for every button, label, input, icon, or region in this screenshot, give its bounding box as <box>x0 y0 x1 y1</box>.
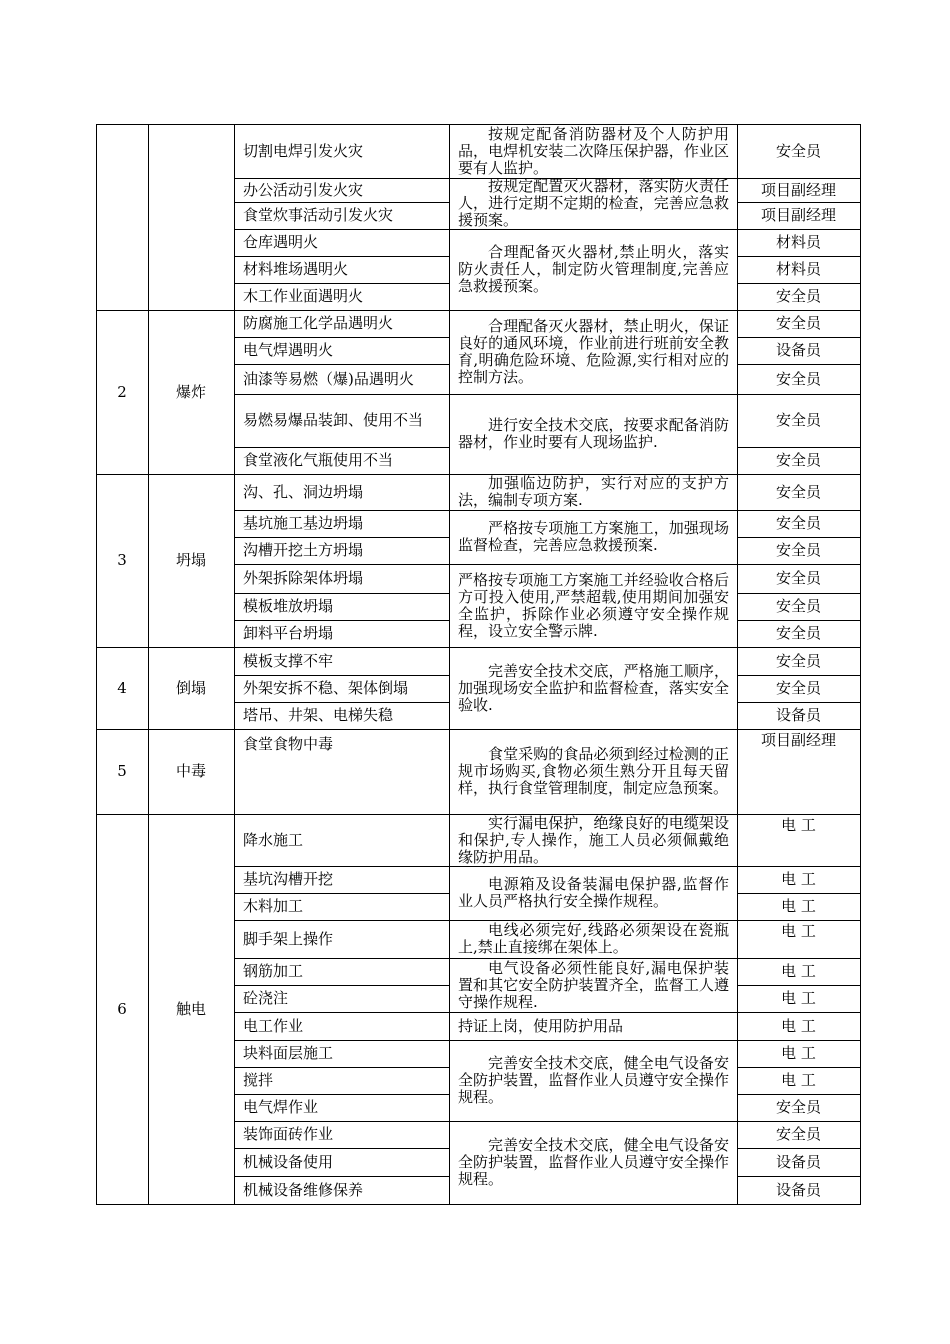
role-row-line <box>737 1067 860 1068</box>
control-measure: 加强临边防护，实行对应的支护方法，编制专项方案. <box>458 474 729 509</box>
measure-row-line <box>449 866 737 867</box>
control-measure: 电气设备必须性能良好,漏电保护装置和其它安全防护装置齐全，监督工人遵守操作规程. <box>458 959 729 1011</box>
role-row-line <box>737 1176 860 1177</box>
role-row-line <box>737 337 860 338</box>
role-row-line <box>737 537 860 538</box>
group-number: 6 <box>117 1000 127 1018</box>
responsible-role: 安全员 <box>775 483 821 501</box>
table-border-top <box>96 124 860 125</box>
group-number: 4 <box>117 679 127 697</box>
hazard-source: 电气焊遇明火 <box>243 341 334 359</box>
role-row-line <box>737 447 860 448</box>
hazard-source: 砼浇注 <box>243 989 289 1007</box>
hazard-row-line <box>234 1176 449 1177</box>
hazard-source: 外架安拆不稳、架体倒塌 <box>243 679 409 697</box>
group-row-line <box>96 310 860 311</box>
control-measure: 实行漏电保护，绝缘良好的电缆架设和保护,专人操作，施工人员必须佩戴绝缘防护用品。 <box>458 814 729 866</box>
hazard-source: 塔吊、井架、电梯失稳 <box>243 706 394 724</box>
hazard-source: 降水施工 <box>243 831 304 849</box>
role-row-line <box>737 893 860 894</box>
role-row-line <box>737 364 860 365</box>
hazard-source: 外架拆除架体坍塌 <box>243 569 364 587</box>
control-measure: 严格按专项施工方案施工并经验收合格后方可投入使用,严禁超载,使用期间加强安全监护，拆除作业必须遵守安全操作规程，设立安全警示牌. <box>458 571 729 640</box>
hazard-type: 中毒 <box>175 762 206 780</box>
control-measure: 严格按专项施工方案施工，加强现场监督检查，完善应急救援预案. <box>458 519 729 554</box>
control-measure: 合理配备灭火器材,禁止明火，落实防火责任人，制定防火管理制度,完善应急救援预案。 <box>458 243 729 295</box>
hazard-source: 食堂食物中毒 <box>243 735 334 753</box>
responsible-role: 安全员 <box>775 514 821 532</box>
hazard-source: 脚手架上操作 <box>243 930 334 948</box>
measure-row-line <box>449 1012 737 1013</box>
role-row-line <box>737 564 860 565</box>
role-row-line <box>737 510 860 511</box>
responsible-role: 电 工 <box>781 989 816 1007</box>
hazard-row-line <box>234 394 449 395</box>
role-row-line <box>737 675 860 676</box>
column-line <box>860 124 861 1204</box>
measure-row-line <box>449 564 737 565</box>
table-border-bottom <box>96 1204 861 1205</box>
role-row-line <box>737 202 860 203</box>
hazard-type: 触电 <box>175 1000 206 1018</box>
hazard-type: 倒塌 <box>175 679 206 697</box>
control-measure: 按规定配置灭火器材，落实防火责任人，进行定期不定期的检查，完善应急救援预案。 <box>458 177 729 229</box>
responsible-role: 项目副经理 <box>760 181 836 199</box>
control-measure: 按规定配备消防器材及个人防护用品，电焊机安装二次降压保护器，作业区要有人监护。 <box>458 125 729 177</box>
hazard-row-line <box>234 1148 449 1149</box>
measure-row-line <box>449 394 737 395</box>
responsible-role: 电 工 <box>781 816 816 834</box>
hazard-source: 基坑施工基边坍塌 <box>243 514 364 532</box>
hazard-source: 基坑沟槽开挖 <box>243 870 334 888</box>
responsible-role: 电 工 <box>781 1017 816 1035</box>
control-measure: 食堂采购的食品必须到经过检测的正规市场购买,食物必须生熟分开且每天留样，执行食堂管理制度，制定应急预案。 <box>458 745 729 797</box>
responsible-role: 电 工 <box>781 1044 816 1062</box>
role-row-line <box>737 1121 860 1122</box>
measure-row-line <box>449 510 737 511</box>
responsible-role: 安全员 <box>775 541 821 559</box>
hazard-source: 电工作业 <box>243 1017 304 1035</box>
role-row-line <box>737 1040 860 1041</box>
responsible-role: 安全员 <box>775 411 821 429</box>
role-row-line <box>737 178 860 179</box>
responsible-role: 安全员 <box>775 370 821 388</box>
responsible-role: 安全员 <box>775 1098 821 1116</box>
control-measure: 电线必须完好,线路必须架设在瓷瓶上,禁止直接绑在架体上。 <box>458 921 729 956</box>
hazard-row-line <box>234 920 449 921</box>
hazard-source: 机械设备维修保养 <box>243 1181 364 1199</box>
group-number: 2 <box>117 383 127 401</box>
hazard-source: 块料面层施工 <box>243 1044 334 1062</box>
hazard-source: 仓库遇明火 <box>243 233 319 251</box>
hazard-source: 装饰面砖作业 <box>243 1125 334 1143</box>
control-measure: 电源箱及设备装漏电保护器,监督作业人员严格执行安全操作规程。 <box>458 875 729 910</box>
role-row-line <box>737 394 860 395</box>
hazard-source: 模板支撑不牢 <box>243 652 334 670</box>
responsible-role: 设备员 <box>775 1181 821 1199</box>
role-row-line <box>737 1094 860 1095</box>
role-row-line <box>737 958 860 959</box>
hazard-source: 食堂炊事活动引发火灾 <box>243 206 394 224</box>
group-row-line <box>96 729 860 730</box>
group-row-line <box>96 647 860 648</box>
hazard-source: 钢筋加工 <box>243 962 304 980</box>
role-row-line <box>737 985 860 986</box>
column-line <box>148 124 149 1204</box>
role-row-line <box>737 866 860 867</box>
responsible-role: 安全员 <box>775 287 821 305</box>
role-row-line <box>737 1012 860 1013</box>
hazard-source: 卸料平台坍塌 <box>243 624 334 642</box>
hazard-source: 油漆等易燃（爆)品遇明火 <box>243 370 414 388</box>
role-row-line <box>737 920 860 921</box>
hazard-source: 沟槽开挖土方坍塌 <box>243 541 364 559</box>
hazard-source: 材料堆场遇明火 <box>243 260 349 278</box>
responsible-role: 安全员 <box>775 1125 821 1143</box>
role-row-line <box>737 593 860 594</box>
group-number: 5 <box>117 762 127 780</box>
hazard-source: 模板堆放坍塌 <box>243 597 334 615</box>
responsible-role: 电 工 <box>781 1071 816 1089</box>
responsible-role: 安全员 <box>775 314 821 332</box>
role-row-line <box>737 283 860 284</box>
hazard-source: 防腐施工化学品遇明火 <box>243 314 394 332</box>
responsible-role: 安全员 <box>775 597 821 615</box>
measure-row-line <box>449 229 737 230</box>
hazard-source: 机械设备使用 <box>243 1153 334 1171</box>
hazard-source: 电气焊作业 <box>243 1098 319 1116</box>
control-measure: 进行安全技术交底，按要求配备消防器材，作业时要有人现场监护. <box>458 416 729 451</box>
control-measure: 完善安全技术交底，健全电气设备安全防护装置，监督作业人员遵守安全操作规程。 <box>458 1136 729 1188</box>
column-line <box>234 124 235 1204</box>
hazard-source: 木工作业面遇明火 <box>243 287 364 305</box>
responsible-role: 安全员 <box>775 652 821 670</box>
responsible-role: 项目副经理 <box>760 731 836 749</box>
control-measure: 持证上岗，使用防护用品 <box>458 1017 624 1035</box>
group-number: 3 <box>117 551 127 569</box>
hazard-type: 爆炸 <box>175 383 206 401</box>
responsible-role: 项目副经理 <box>760 206 836 224</box>
responsible-role: 安全员 <box>775 679 821 697</box>
responsible-role: 安全员 <box>775 624 821 642</box>
column-line <box>96 124 97 1204</box>
control-measure: 合理配备灭火器材，禁止明火，保证良好的通风环境，作业前进行班前安全教育,明确危险环境、危险源,实行相对应的控制方法。 <box>458 317 729 386</box>
hazard-source: 木料加工 <box>243 897 304 915</box>
hazard-source: 沟、孔、洞边坍塌 <box>243 483 364 501</box>
hazard-row-line <box>234 1012 449 1013</box>
measure-row-line <box>449 1121 737 1122</box>
role-row-line <box>737 1148 860 1149</box>
responsible-role: 安全员 <box>775 142 821 160</box>
responsible-role: 设备员 <box>775 1153 821 1171</box>
responsible-role: 安全员 <box>775 451 821 469</box>
measure-row-line <box>449 1040 737 1041</box>
hazard-row-line <box>234 364 449 365</box>
responsible-role: 电 工 <box>781 870 816 888</box>
hazard-row-line <box>234 564 449 565</box>
hazard-source: 办公活动引发火灾 <box>243 181 364 199</box>
hazard-source: 食堂液化气瓶使用不当 <box>243 451 394 469</box>
hazard-source: 切割电焊引发火灾 <box>243 142 364 160</box>
role-row-line <box>737 620 860 621</box>
responsible-role: 安全员 <box>775 569 821 587</box>
hazard-source: 易燃易爆品装卸、使用不当 <box>243 411 424 429</box>
responsible-role: 电 工 <box>781 922 816 940</box>
role-row-line <box>737 256 860 257</box>
responsible-role: 设备员 <box>775 706 821 724</box>
column-line <box>449 124 450 1204</box>
hazard-type: 坍塌 <box>175 551 206 569</box>
control-measure: 完善安全技术交底，严格施工顺序，加强现场安全监护和监督检查，落实安全验收. <box>458 662 729 714</box>
control-measure: 完善安全技术交底，健全电气设备安全防护装置，监督作业人员遵守安全操作规程。 <box>458 1054 729 1106</box>
role-row-line <box>737 229 860 230</box>
responsible-role: 材料员 <box>775 233 821 251</box>
hazard-source: 搅拌 <box>243 1071 274 1089</box>
responsible-role: 电 工 <box>781 897 816 915</box>
responsible-role: 材料员 <box>775 260 821 278</box>
role-row-line <box>737 702 860 703</box>
responsible-role: 设备员 <box>775 341 821 359</box>
responsible-role: 电 工 <box>781 962 816 980</box>
